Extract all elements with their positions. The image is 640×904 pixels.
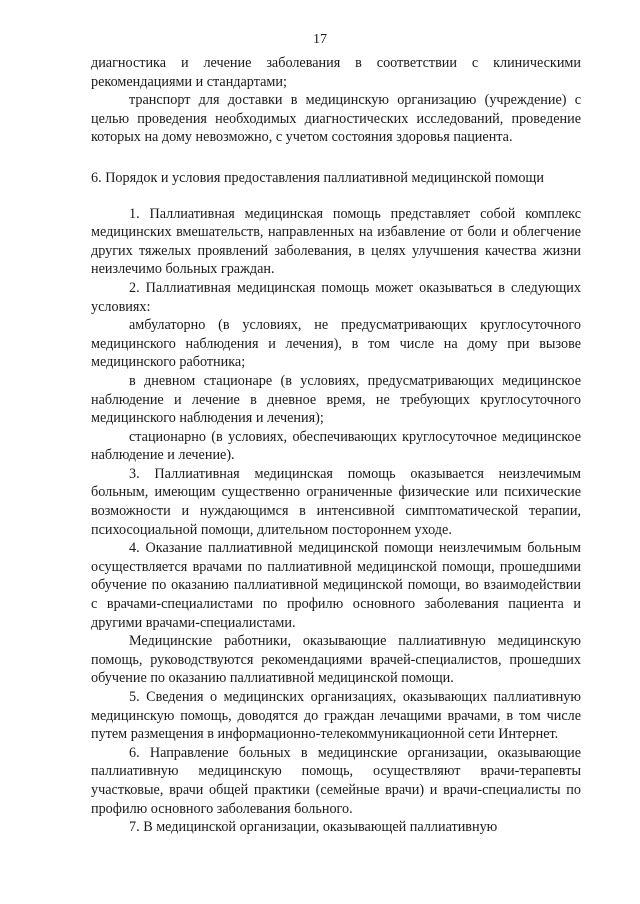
paragraph-inpatient: стационарно (в условиях, обеспечивающих круглосуточное медицинское наблюдение и лечение). bbox=[91, 428, 581, 464]
paragraph-ambulatory: амбулаторно (в условиях, не предусматривающих круглосуточного медицинского наблюдения и лечения), в том числе на дому при вызове медицинского работника; bbox=[91, 317, 581, 371]
document-body bbox=[91, 54, 581, 837]
paragraph-transport: транспорт для доставки в медицинскую организацию (учреждение) с целью проведения необходимых диагностических исследований, проведение которых на дому невозможно, с учетом состояния здоровья пациента. bbox=[91, 92, 581, 146]
section-heading: 6. Порядок и условия предоставления паллиативной медицинской помощи bbox=[91, 169, 544, 186]
paragraph-item-2: 2. Паллиативная медицинская помощь может оказываться в следующих условиях: bbox=[91, 279, 581, 315]
paragraph-item-4: 4. Оказание паллиативной медицинской помощи неизлечимым больным осуществляется врачами по паллиативной медицинской помощи, прошедшими обучение по оказанию паллиативной медицинской помощи, во взаимодействии с врачами-специалистами по профилю основного заболевания пациента и другими врачами-специалистами. bbox=[91, 540, 581, 631]
paragraph-medical-workers: Медицинские работники, оказывающие паллиативную медицинскую помощь, руководствуются рекомендациями врачей-специалистов, прошедших обучение по оказанию паллиативной медицинской помощи. bbox=[91, 633, 581, 687]
paragraph-item-1: 1. Паллиативная медицинская помощь представляет собой комплекс медицинских вмешательств, направленных на избавление от боли и облегчение других тяжелых проявлений заболевания, в целях улучшения качества жизни неизлечимо больных граждан. bbox=[91, 205, 581, 278]
page-number: 17 bbox=[313, 32, 327, 47]
paragraph-item-5: 5. Сведения о медицинских организациях, оказывающих паллиативную медицинскую помощь, доводятся до граждан лечащими врачами, в том числе путем размещения в информационно-телекоммуникационной сети Интернет. bbox=[91, 689, 581, 743]
paragraph-diagnostics: диагностика и лечение заболевания в соответствии с клиническими рекомендациями и стандартами; bbox=[91, 55, 581, 90]
paragraph-item-7: 7. В медицинской организации, оказывающей паллиативную bbox=[129, 819, 498, 836]
paragraph-item-6: 6. Направление больных в медицинские организации, оказывающие паллиативную медицинскую помощь, осуществляют врачи-терапевты участковые, врачи общей практики (семейные врачи) и врачи-специалисты по профилю основного заболевания больного. bbox=[91, 744, 581, 817]
paragraph-item-3: 3. Паллиативная медицинская помощь оказывается неизлечимым больным, имеющим существенно ограниченные физические или психические возможности и нуждающимся в интенсивной симптоматической терапии, психосоциальной помощи, длительном постороннем уходе. bbox=[91, 465, 581, 538]
paragraph-day-hospital: в дневном стационаре (в условиях, предусматривающих медицинское наблюдение и лечение в дневное время, не требующих круглосуточного медицинского наблюдения и лечения); bbox=[91, 372, 581, 427]
